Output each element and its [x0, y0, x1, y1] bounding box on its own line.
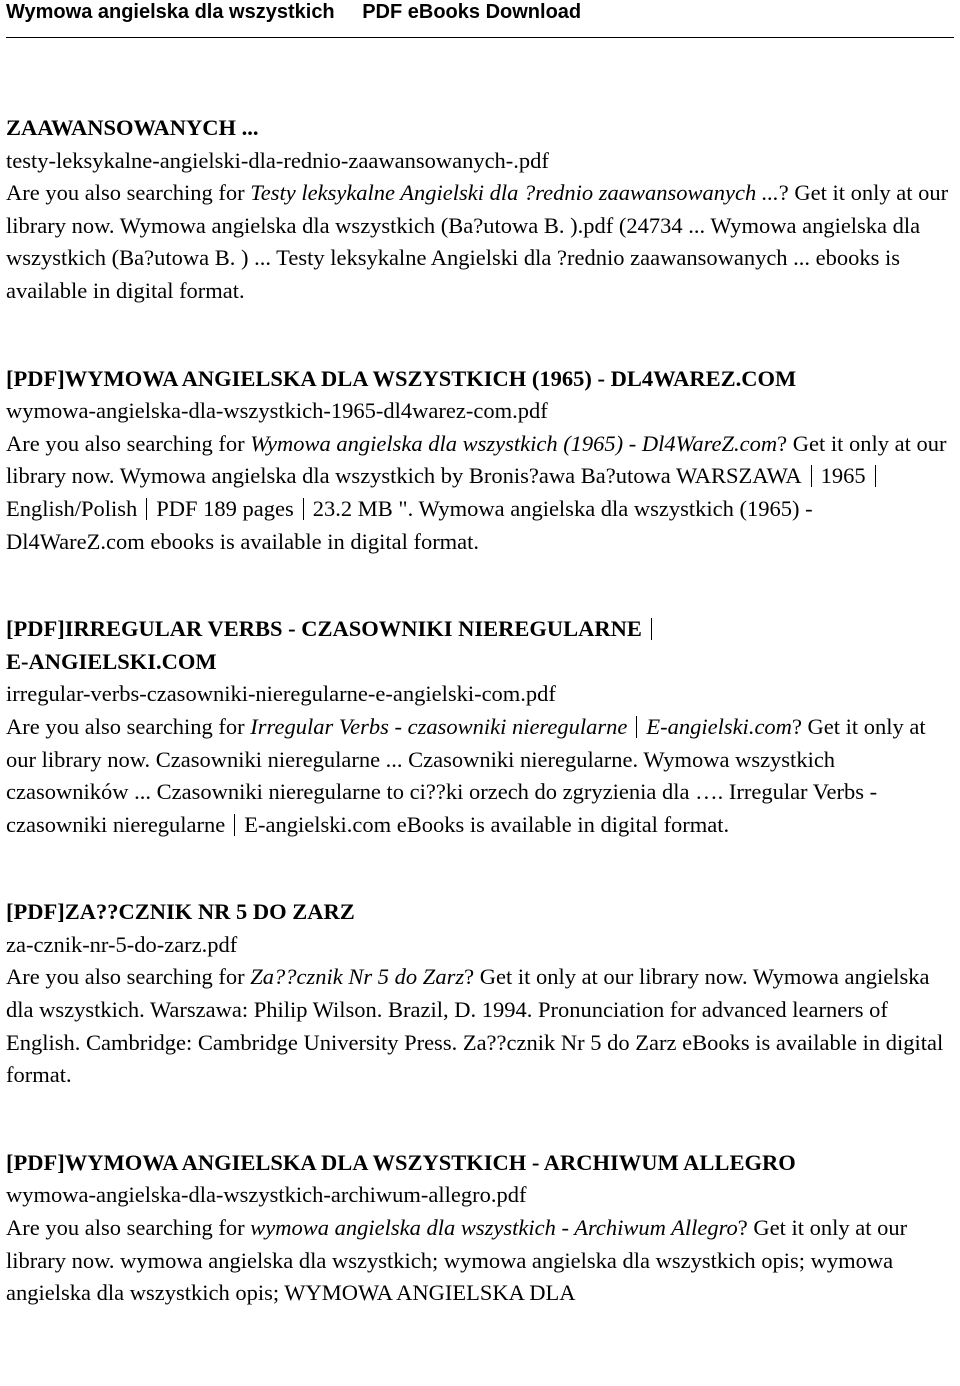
result-title-link[interactable]: [PDF]ZA??CZNIK NR 5 DO ZARZ	[6, 899, 355, 925]
searched-title: wymowa angielska dla wszystkich - Archiwum Allegro	[250, 1215, 738, 1241]
result-description	[6, 714, 926, 837]
result-entry	[6, 896, 954, 1092]
description-prefix: Are you also searching for	[6, 430, 251, 456]
description-prefix: Are you also searching for	[6, 1215, 251, 1241]
searched-title-part: E-angielski.com	[646, 713, 792, 739]
result-filename: testy-leksykalne-angielski-dla-rednio-zaawansowanych-.pdf	[6, 147, 549, 173]
description-text: ? Get it only at our library now. Wymowa angielska dla wszystkich. Warszawa: Philip Wilson. Brazil, D. 1994. Pronunciation for advanced learners of English. Cambridge: Cambridge University Press. Za??cznik Nr 5 do Zarz eBooks is available in digital format.	[6, 964, 944, 1088]
description-year: 1965	[820, 463, 866, 489]
result-entry	[6, 1147, 954, 1310]
separator	[811, 465, 812, 487]
result-filename: wymowa-angielska-dla-wszystkich-1965-dl4warez-com.pdf	[6, 398, 548, 424]
description-language: English/Polish	[6, 495, 138, 521]
result-title-link[interactable]: [PDF]WYMOWA ANGIELSKA DLA WSZYSTKICH (1965) - DL4WAREZ.COM	[6, 365, 797, 391]
description-prefix: Are you also searching for	[6, 713, 251, 739]
result-entry	[6, 613, 954, 841]
result-description	[6, 431, 946, 554]
search-results	[6, 112, 954, 1310]
result-description	[6, 1215, 907, 1305]
result-filename: irregular-verbs-czasowniki-nieregularne-e-angielski-com.pdf	[6, 681, 556, 707]
header-title: Wymowa angielska dla wszystkich	[6, 1, 335, 23]
separator	[234, 814, 235, 836]
result-description	[6, 964, 943, 1087]
searched-title: Testy leksykalne Angielski dla ?rednio zaawansowanych ...	[250, 180, 779, 206]
result-title-link[interactable]: [PDF]WYMOWA ANGIELSKA DLA WSZYSTKICH - ARCHIWUM ALLEGRO	[6, 1149, 796, 1175]
searched-title: Za??cznik Nr 5 do Zarz	[250, 964, 465, 990]
header-subtitle: PDF eBooks Download	[362, 1, 582, 23]
description-prefix: Are you also searching for	[6, 180, 251, 206]
title-part: [PDF]IRREGULAR VERBS - CZASOWNIKI NIEREGULARNE	[6, 616, 642, 642]
result-filename: wymowa-angielska-dla-wszystkich-archiwum-allegro.pdf	[6, 1182, 527, 1208]
searched-title-part: Irregular Verbs - czasowniki nieregularne	[250, 713, 628, 739]
description-text: E-angielski.com eBooks is available in digital format.	[244, 811, 730, 837]
searched-title	[250, 714, 792, 739]
description-text: ? Get it only at our library now. Wymowa angielska dla wszystkich by Bronis?awa Ba?utowa WARSZAWA	[6, 430, 947, 489]
title-part: E-ANGIELSKI.COM	[6, 648, 217, 674]
separator	[303, 498, 304, 520]
result-description	[6, 180, 948, 303]
result-entry	[6, 112, 954, 308]
result-title-link[interactable]: ZAAWANSOWANYCH ...	[6, 115, 259, 140]
description-pages: PDF 189 pages	[156, 495, 294, 521]
result-filename: za-cznik-nr-5-do-zarz.pdf	[6, 931, 238, 957]
description-text: ? Get it only at our library now. Wymowa angielska dla wszystkich (Ba?utowa B. ).pdf (24734 ... Wymowa angielska dla wszystkich (Ba?utowa B. ) ... Testy leksykalne Angielski dla ?rednio zaawansowanych ... ebooks is available in digital format.	[6, 180, 949, 303]
separator	[875, 465, 876, 487]
description-text: ? Get it only at our library now. Czasowniki nieregularne ... Czasowniki nieregularne. Wymowa wszystkich czasowników ... Czasowniki nieregularne to ci??ki orzech do zgryzienia dla …. Irregular Verbs - czasowniki nieregularne	[6, 713, 926, 837]
separator	[651, 618, 652, 640]
separator	[636, 716, 637, 738]
description-prefix: Are you also searching for	[6, 964, 251, 990]
result-entry	[6, 363, 954, 559]
separator	[146, 498, 147, 520]
result-title-link[interactable]	[6, 613, 954, 678]
description-text: ? Get it only at our library now. wymowa angielska dla wszystkich; wymowa angielska dla wszystkich opis; wymowa angielska dla wszystkich opis; WYMOWA ANGIELSKA DLA	[6, 1215, 908, 1306]
page-header	[6, 0, 954, 38]
description-size: 23.2 MB ". Wymowa angielska dla wszystkich (1965) - Dl4WareZ.com ebooks is available in digital format.	[6, 495, 813, 554]
searched-title: Wymowa angielska dla wszystkich (1965) - Dl4WareZ.com	[250, 430, 778, 456]
